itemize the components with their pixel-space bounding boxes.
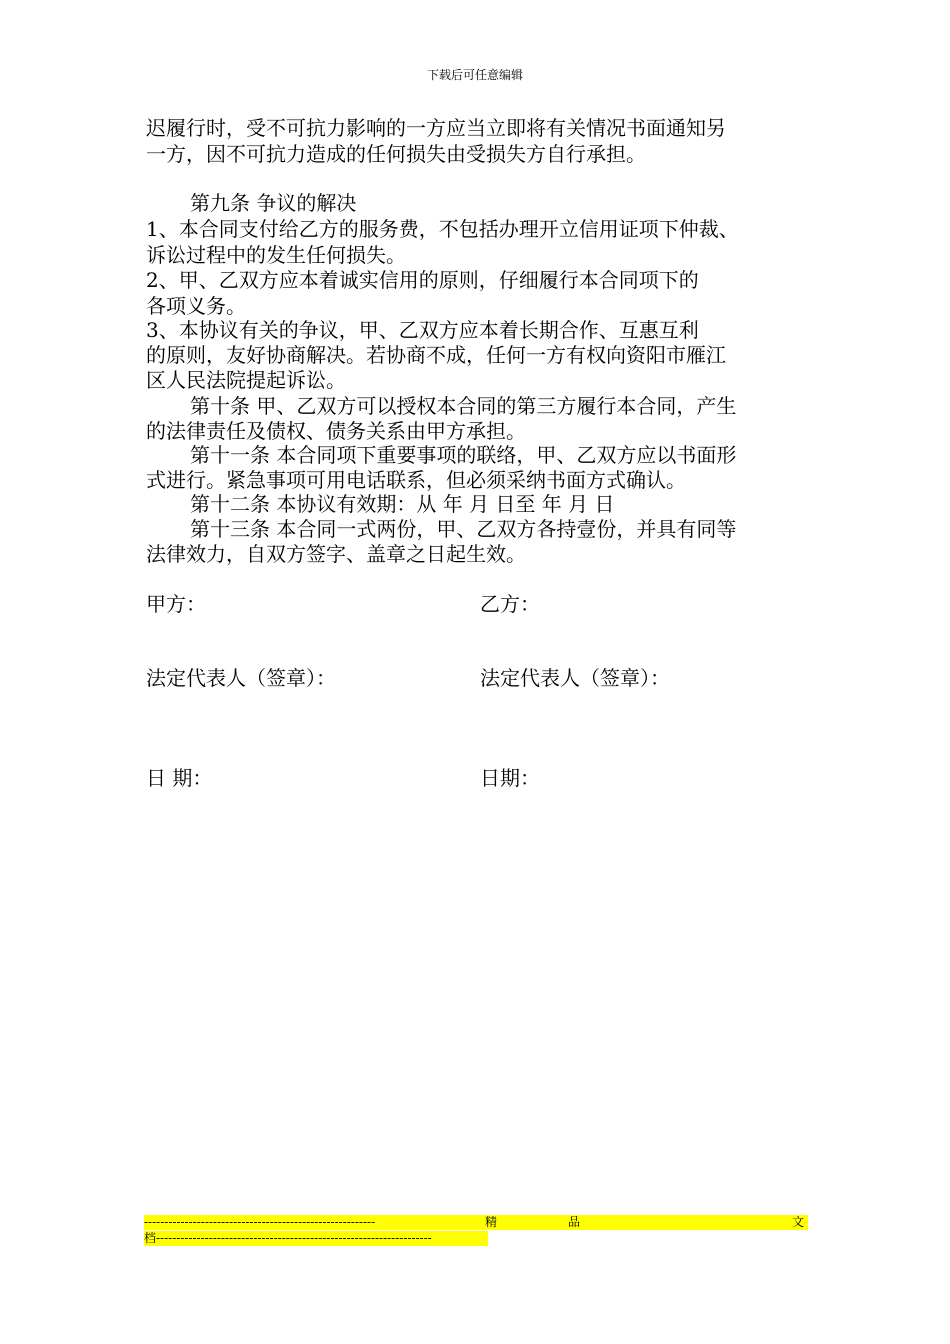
- clause-line: 第十三条 本合同一式两份，甲、乙双方各持壹份，并具有同等: [190, 517, 737, 541]
- footer-highlight-row-1: [144, 1215, 808, 1230]
- body-line: 区人民法院提起诉讼。: [146, 368, 346, 392]
- footer-dashes: ---------------------------------------------------------: [144, 1215, 376, 1229]
- body-line: 一方，因不可抗力造成的任何损失由受损失方自行承担。: [146, 142, 646, 166]
- body-line: 1、本合同支付给乙方的服务费，不包括办理开立信用证项下仲裁、: [146, 217, 739, 241]
- party-a-date: 日 期：: [146, 766, 213, 790]
- party-a-label: 甲方：: [146, 592, 206, 616]
- clause-line: 第十二条 本协议有效期：从 年 月 日至 年 月 日: [190, 492, 615, 516]
- footer-char: 品: [568, 1215, 581, 1229]
- party-b-representative: 法定代表人（签章）：: [480, 666, 670, 690]
- party-a-representative: 法定代表人（签章）：: [146, 666, 336, 690]
- body-line: 的法律责任及债权、债务关系由甲方承担。: [146, 419, 526, 443]
- body-line: 诉讼过程中的发生任何损失。: [146, 243, 406, 267]
- footer-highlight-row-2: [144, 1231, 488, 1246]
- footer-char: 文: [792, 1215, 805, 1229]
- clause-line: 第十一条 本合同项下重要事项的联络，甲、乙双方应以书面形: [190, 443, 737, 467]
- party-b-date: 日期：: [480, 766, 540, 790]
- footer-text: 档--------------------------------------------------------------------: [144, 1231, 432, 1245]
- body-line: 的原则，友好协商解决。若协商不成，任何一方有权向资阳市雁江: [146, 343, 726, 367]
- body-line: 迟履行时，受不可抗力影响的一方应当立即将有关情况书面通知另: [146, 116, 726, 140]
- clause-line: 第十条 甲、乙双方可以授权本合同的第三方履行本合同，产生: [190, 394, 737, 418]
- footer-char: 精: [485, 1215, 498, 1229]
- body-line: 法律效力，自双方签字、盖章之日起生效。: [146, 542, 526, 566]
- section-heading: 第九条 争议的解决: [190, 191, 357, 215]
- party-b-label: 乙方：: [480, 592, 540, 616]
- page-header: 下载后可任意编辑: [426, 68, 523, 82]
- body-line: 3、本协议有关的争议，甲、乙双方应本着长期合作、互惠互利: [146, 318, 699, 342]
- body-line: 各项义务。: [146, 294, 246, 318]
- body-line: 式进行。紧急事项可用电话联系，但必须采纳书面方式确认。: [146, 468, 686, 492]
- body-line: 2、甲、乙双方应本着诚实信用的原则，仔细履行本合同项下的: [146, 268, 699, 292]
